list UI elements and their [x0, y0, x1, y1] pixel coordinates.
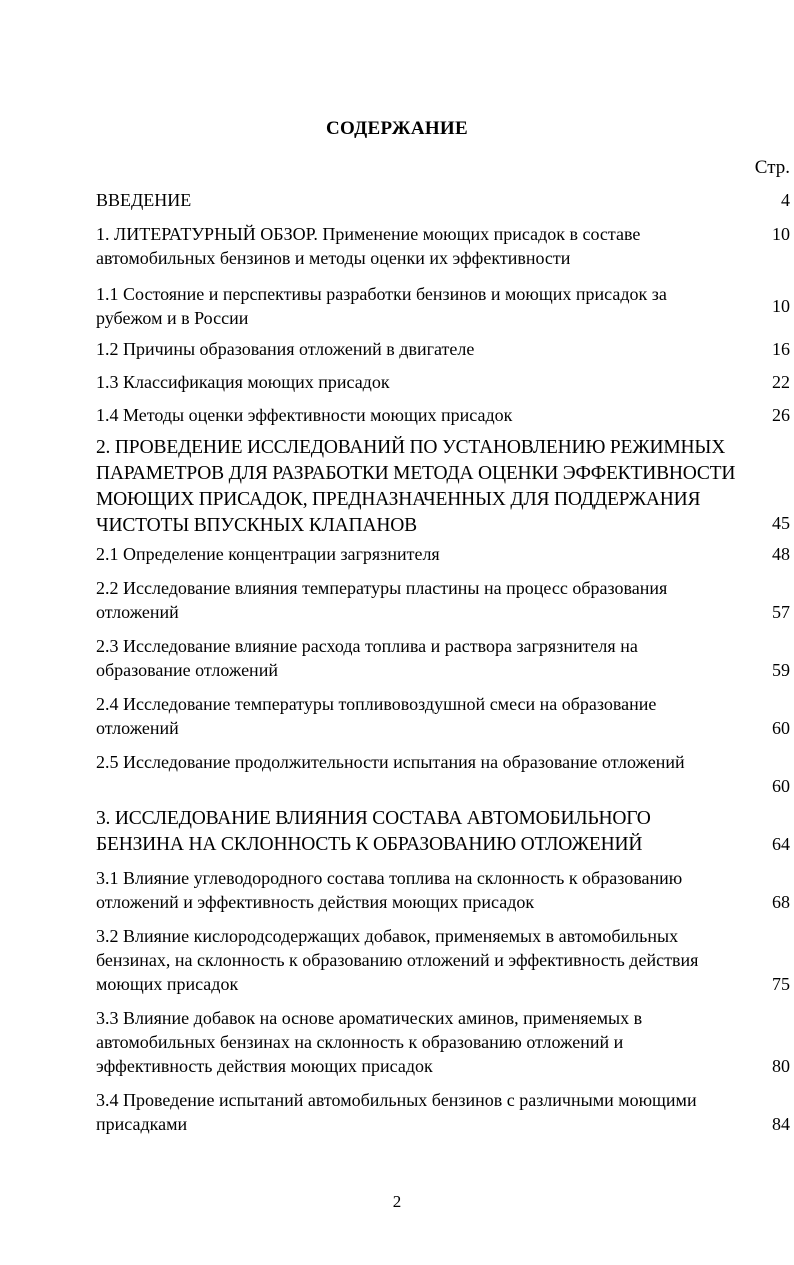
toc-entry-page: 10 [772, 224, 790, 244]
toc-entry-text: 3.1 Влияние углеводородного состава топлива на склонность к образованию отложений и эффективность действия моющих присадок [96, 868, 683, 912]
toc-entry-text: 1.4 Методы оценки эффективности моющих присадок [96, 405, 513, 425]
toc-entry-text: 3.3 Влияние добавок на основе ароматических аминов, применяемых в автомобильных бензинах на склонность к образованию отложений и эффективность действия моющих присадок [96, 1008, 643, 1076]
toc-entry-page: 48 [772, 544, 790, 564]
toc-entry-page: 60 [772, 776, 790, 796]
toc-entry-text: 2.5 Исследование продолжительности испытания на образование отложений [96, 752, 685, 772]
toc-entry-text: 2.3 Исследование влияние расхода топлива и раствора загрязнителя на образование отложений [96, 636, 638, 680]
toc-entry-text: 2. ПРОВЕДЕНИЕ ИССЛЕДОВАНИЙ ПО УСТАНОВЛЕНИЮ РЕЖИМНЫХ ПАРАМЕТРОВ ДЛЯ РАЗРАБОТКИ МЕТОДА ОЦЕНКИ ЭФФЕКТИВНОСТИ МОЮЩИХ ПРИСАДОК, ПРЕДНАЗНАЧЕННЫХ ДЛЯ ПОДДЕРЖАНИЯ ЧИСТОТЫ ВПУСКНЫХ КЛАПАНОВ [96, 437, 736, 536]
toc-entry-page: 68 [772, 892, 790, 912]
toc-entry-text: 1.1 Состояние и перспективы разработки бензинов и моющих присадок за рубежом и в России [96, 284, 667, 328]
toc-entry-text: 1.3 Классификация моющих присадок [96, 372, 390, 392]
toc-entry-page: 45 [772, 513, 790, 533]
toc-entry-page: 57 [772, 602, 790, 622]
toc-entry-text: 2.4 Исследование температуры топливовоздушной смеси на образование отложений [96, 694, 657, 738]
toc-entry-page: 4 [781, 190, 790, 210]
toc-entry-page: 75 [772, 974, 790, 994]
toc-entry-text: 2.2 Исследование влияния температуры пластины на процесс образования отложений [96, 578, 668, 622]
toc-entry-page: 80 [772, 1056, 790, 1076]
toc-entry-page: 16 [772, 339, 790, 359]
footer-page-number: 2 [392, 1192, 402, 1211]
toc-entry-text: 1.2 Причины образования отложений в двигателе [96, 339, 475, 359]
toc-entry-text: 3. ИССЛЕДОВАНИЕ ВЛИЯНИЯ СОСТАВА АВТОМОБИЛЬНОГО БЕНЗИНА НА СКЛОННОСТЬ К ОБРАЗОВАНИЮ ОТЛОЖЕНИЙ [96, 808, 651, 855]
toc-entry-text: ВВЕДЕНИЕ [96, 190, 192, 210]
toc-entry-text: 2.1 Определение концентрации загрязнителя [96, 544, 440, 564]
toc-entry-page: 26 [772, 405, 790, 425]
toc-entry-page: 59 [772, 660, 790, 680]
toc-entry-page: 22 [772, 372, 790, 392]
toc-entry-page: 10 [772, 296, 790, 316]
page-title: СОДЕРЖАНИЕ [326, 118, 468, 139]
page-column-header: Стр. [754, 157, 790, 178]
toc-entry-page: 60 [772, 718, 790, 738]
toc-entry-text: 3.4 Проведение испытаний автомобильных бензинов с различными моющими присадками [96, 1090, 697, 1134]
toc-entry-page: 84 [772, 1114, 790, 1134]
toc-entry-text: 3.2 Влияние кислородсодержащих добавок, применяемых в автомобильных бензинах, на склонность к образованию отложений и эффективность действия моющих присадок [96, 926, 699, 994]
toc-entry-page: 64 [772, 834, 790, 854]
toc-entry-text: 1. ЛИТЕРАТУРНЫЙ ОБЗОР. Применение моющих присадок в составе автомобильных бензинов и методы оценки их эффективности [96, 224, 641, 268]
